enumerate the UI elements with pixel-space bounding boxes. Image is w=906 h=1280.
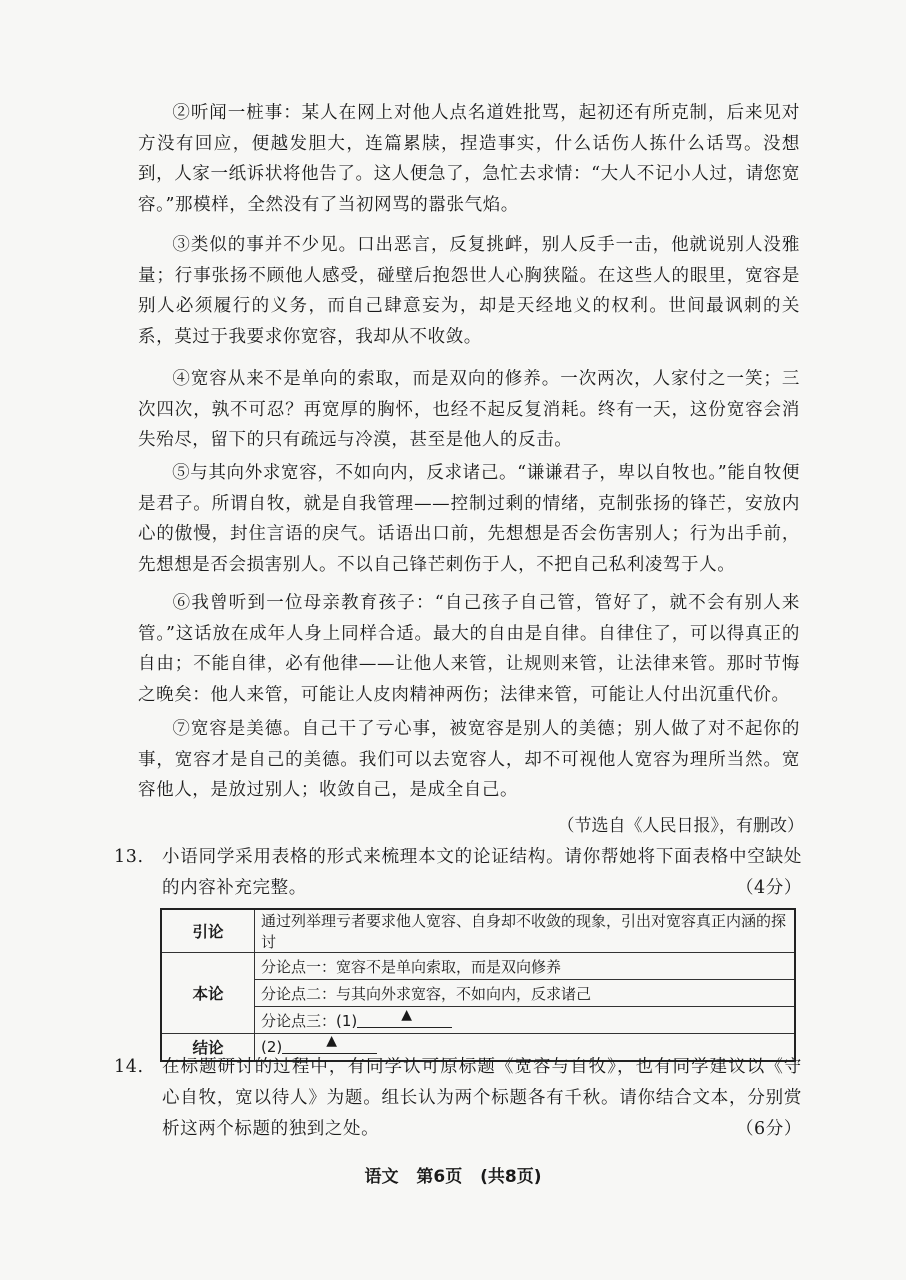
question-number: 14. bbox=[114, 1057, 144, 1077]
paragraph-3: ③类似的事并不少见。口出恶言，反复挑衅，别人反手一击，他就说别人没雅量；行事张扬不顾他人感受，碰壁后抱怨世人心胸狭隘。在这些人的眼里，宽容是别人必须履行的义务，而自己肆意妄为，却是天经地义的权利。世间最讽刺的关系，莫过于我要求你宽容，我却从不收敛。 bbox=[138, 235, 800, 347]
paragraph-4: ④宽容从来不是单向的索取，而是双向的修养。一次两次，人家付之一笑；三次四次，孰不可忍？再宽厚的胸怀，也经不起反复消耗。终有一天，这份宽容会消失殆尽，留下的只有疏远与冷漠，甚至是他人的反击。 bbox=[138, 369, 800, 450]
answer-blank-1[interactable] bbox=[357, 1006, 452, 1028]
paragraph-5: ⑤与其向外求宽容，不如向内，反求诸己。“谦谦君子，卑以自牧也。”能自牧便是君子。所谓自牧，就是自我管理——控制过剩的情绪，克制张扬的锋芒，安放内心的傲慢，封住言语的戾气。话语出口前，先想想是否会伤害别人；行为出手前，先想想是否会损害别人。不以自己锋芒刺伤于人，不把自己私利凌驾于人。 bbox=[138, 463, 800, 575]
question-number: 13. bbox=[114, 847, 144, 867]
sub-argument-1: 分论点一：宽容不是单向索取，而是双向修养 bbox=[255, 953, 796, 980]
conclusion-label: 结论 bbox=[161, 1034, 255, 1062]
argument-structure-table bbox=[160, 908, 796, 1062]
question-text: 在标题研讨的过程中，有同学认可原标题《宽容与自牧》，也有同学建议以《守心自牧，宽以待人》为题。组长认为两个标题各有千秋。请你结合文本，分别赏析这两个标题的独到之处。 bbox=[162, 1057, 802, 1139]
question-13 bbox=[114, 842, 802, 904]
intro-text: 通过列举理亏者要求他人宽容、自身却不收敛的现象，引出对宽容真正内涵的探讨 bbox=[255, 909, 796, 953]
paragraph-2: ②听闻一桩事：某人在网上对他人点名道姓批骂，起初还有所克制，后来见对方没有回应，便越发胆大，连篇累牍，捏造事实，什么话伤人拣什么话骂。没想到，人家一纸诉状将他告了。这人便急了，急忙去求情：“大人不记小人过，请您宽容。”那模样，全然没有了当初网骂的嚣张气焰。 bbox=[138, 103, 800, 215]
question-points: （4分） bbox=[735, 878, 802, 898]
table-row bbox=[161, 1007, 795, 1034]
body-label: 本论 bbox=[161, 953, 255, 1034]
question-text: 小语同学采用表格的形式来梳理本文的论证结构。请你帮她将下面表格中空缺处的内容补充完整。 bbox=[162, 847, 802, 898]
page-footer: 语文 第6页 (共8页) bbox=[364, 1167, 542, 1187]
question-points: （6分） bbox=[735, 1119, 802, 1139]
table-row bbox=[161, 953, 795, 980]
table-row bbox=[161, 909, 795, 953]
source-citation: （节选自《人民日报》，有删改） bbox=[557, 816, 804, 836]
paragraph-6: ⑥我曾听到一位母亲教育孩子：“自己孩子自己管，管好了，就不会有别人来管。”这话放在成年人身上同样合适。最大的自由是自律。自律住了，可以得真正的自由；不能自律，必有他律——让他人来管，让规则来管，让法律来管。那时节悔之晚矣：他人来管，可能让人皮肉精神两伤；法律来管，可能让人付出沉重代价。 bbox=[138, 593, 800, 705]
sub-argument-3: 分论点三：(1) ▲ bbox=[255, 1007, 796, 1034]
intro-label: 引论 bbox=[161, 909, 255, 953]
sub-argument-2: 分论点二：与其向外求宽容，不如向内，反求诸己 bbox=[255, 980, 796, 1007]
triangle-marker: ▲ bbox=[326, 1033, 338, 1049]
conclusion-cell: (2) ▲ bbox=[255, 1034, 796, 1062]
paragraph-7: ⑦宽容是美德。自己干了亏心事，被宽容是别人的美德；别人做了对不起你的事，宽容才是自己的美德。我们可以去宽容人，却不可视他人宽容为理所当然。宽容他人，是放过别人；收敛自己，是成全自己。 bbox=[138, 719, 800, 800]
table-row bbox=[161, 980, 795, 1007]
triangle-marker: ▲ bbox=[401, 1006, 413, 1023]
question-14 bbox=[114, 1052, 802, 1145]
